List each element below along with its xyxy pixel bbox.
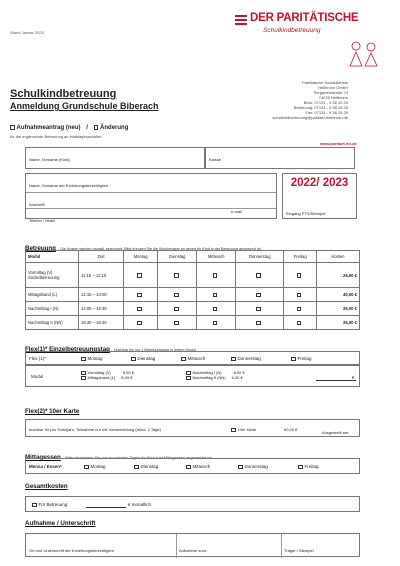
flex2-ausgestellt: Ausgestellt am: — [322, 430, 350, 435]
children-figures-icon — [346, 38, 382, 70]
header-modul: Modul — [26, 251, 79, 263]
day-checkbox[interactable] — [174, 307, 179, 312]
day-checkbox[interactable] — [134, 465, 139, 470]
item-checkbox[interactable] — [81, 376, 86, 381]
flex2-row — [25, 419, 360, 437]
stand-label: Stand Januar 2023 — [10, 30, 44, 35]
mittagessen-note: Bitte informieren Sie uns an welchen Tagen Ihr Kind zum Mittagessen angemeldet ist: — [65, 455, 213, 460]
gesamt-suffix: € monatlich — [128, 502, 152, 507]
mittagessen-heading: Mittagessen — [25, 454, 61, 461]
website-link[interactable]: www.paritaet-hn.de — [320, 141, 357, 146]
mensa-day-dienstag[interactable]: Dienstag — [134, 464, 158, 470]
flex1-total-field[interactable] — [316, 380, 356, 381]
logo-subtitle: Schulkindbetreuung — [263, 27, 321, 34]
header-kosten: Kosten — [317, 251, 360, 263]
day-checkbox[interactable] — [213, 293, 218, 298]
betreuung-heading: Betreuung — [25, 245, 56, 252]
day-checkbox[interactable] — [137, 307, 142, 312]
day-checkbox[interactable] — [291, 357, 296, 362]
flex1-modul-label: Modul — [31, 374, 44, 379]
header-dienstag: Dienstag — [158, 251, 197, 263]
flex1-heading: Flex(1)* Einzelbetreuungstag — [25, 346, 110, 353]
day-checkbox[interactable] — [181, 357, 186, 362]
gesamtkosten-heading: Gesamtkosten — [25, 483, 68, 490]
day-checkbox[interactable] — [213, 321, 218, 326]
kosten-cell: 26,00 € — [317, 263, 360, 288]
header-freitag: Freitag — [284, 251, 317, 263]
flex1-day-montag[interactable]: Montag — [81, 356, 103, 362]
header-mittwoch: Mittwoch — [197, 251, 236, 263]
table-header-row — [26, 251, 360, 263]
flex1-days-row — [25, 351, 360, 365]
zeit-cell: 12:15 – 14:00 — [79, 288, 124, 302]
aufnahme-checkbox[interactable] — [10, 125, 15, 130]
aufnahme-options: Aufnahmeantrag (neu) / Änderung — [10, 125, 128, 131]
header-donnerstag: Donnerstag — [236, 251, 284, 263]
flex1-modules-row — [25, 365, 360, 387]
gesamt-checkbox[interactable] — [32, 503, 37, 508]
aufnahme-note: für die ergänzende Betreuung an Halbtagesschulen — [10, 134, 102, 139]
page-subtitle: Anmeldung Grundschule Biberach — [10, 101, 159, 111]
ort-unterschrift-field[interactable]: Ort und Unterschrift der Erziehungsberechtigten — [26, 534, 177, 558]
day-checkbox[interactable] — [84, 465, 89, 470]
name-erziehungsberechtigte-field[interactable]: Name, Vorname der Erziehungsberechtigten — [26, 174, 276, 193]
mensa-day-donnerstag[interactable]: Donnerstag — [238, 464, 268, 470]
table-row — [26, 288, 360, 302]
betreuung-table — [25, 250, 360, 330]
flex1-item-mittagsband[interactable]: Mittagsband (L) 8,00 € — [81, 375, 134, 380]
flex1-item-nachmittag1[interactable]: Nachmittag I (N) 6,00 € — [186, 370, 245, 375]
mensa-day-mittwoch[interactable]: Mittwoch — [186, 464, 210, 470]
day-checkbox[interactable] — [297, 321, 302, 326]
day-checkbox[interactable] — [186, 465, 191, 470]
day-checkbox[interactable] — [174, 321, 179, 326]
day-checkbox[interactable] — [137, 293, 142, 298]
zeit-cell: 14:00 – 15:30 — [79, 302, 124, 316]
school-year: 2022/ 2023 — [290, 177, 349, 189]
day-checkbox[interactable] — [137, 273, 142, 278]
item-checkbox[interactable] — [186, 376, 191, 381]
day-checkbox[interactable] — [256, 293, 261, 298]
betreuung-note: Die Kosten werden monatl. berechnet. Bitte kreuzen Sie die Wochentage an denen Ihr Kind in der Betreuung anwesend ist. — [60, 247, 262, 251]
aenderung-checkbox[interactable] — [94, 125, 99, 130]
unterschrift-heading: Aufnahme / Unterschrift — [25, 520, 96, 527]
gesamt-amount-field[interactable] — [86, 507, 126, 508]
flex1-day-freitag[interactable]: Freitag — [291, 356, 312, 362]
zeit-cell: 15:30 – 16:30 — [79, 315, 124, 329]
gesamt-betreuung-option[interactable]: Für Betreuung — [32, 502, 67, 508]
org-address: Paritätische Sozialdienste Heilbronn GmbH Tiergartenstraße 74 74076 Heilbronn Büro: 07131 - 9 38 25 25 Betreuung: 07131 - 9 38 25 25 Fax: 07131 - 9 38 25 29 schulkindbetreuung@paritaet-heilbronn.de — [272, 80, 348, 120]
flex2-price: 60,00 € — [284, 427, 298, 432]
table-row — [26, 315, 360, 329]
day-checkbox[interactable] — [256, 273, 261, 278]
telefon-field[interactable]: Telefon / Mobil e-mail — [29, 209, 242, 223]
mensa-day-montag[interactable]: Montag — [84, 464, 106, 470]
flex1-day-donnerstag[interactable]: Donnerstag — [231, 356, 261, 362]
zeit-cell: 11:15 – 12:15 — [79, 263, 124, 288]
flex2-item[interactable]: 10er Karte — [231, 427, 256, 432]
day-checkbox[interactable] — [137, 321, 142, 326]
anschrift-field[interactable]: Anschrift — [26, 193, 276, 209]
mensa-day-freitag[interactable]: Freitag — [298, 464, 319, 470]
name-kind-field[interactable]: Name, Vorname (Kind) — [25, 147, 205, 169]
header-zeit: Zeit — [79, 251, 124, 263]
logo-mark-icon — [235, 14, 247, 26]
day-checkbox[interactable] — [297, 307, 302, 312]
day-checkbox[interactable] — [298, 465, 303, 470]
day-checkbox[interactable] — [231, 357, 236, 362]
day-checkbox[interactable] — [213, 307, 218, 312]
day-checkbox[interactable] — [297, 293, 302, 298]
modul-cell: Nachmittag I (N) — [26, 302, 79, 316]
item-checkbox[interactable] — [231, 428, 236, 433]
kosten-cell: 26,00 € — [317, 315, 360, 329]
day-checkbox[interactable] — [297, 273, 302, 278]
kosten-cell: 40,00 € — [317, 288, 360, 302]
flex1-label: Flex (1)* — [29, 356, 47, 361]
table-row — [26, 302, 360, 316]
modul-cell: Vormittag (V) Sockelbetreuung — [26, 263, 79, 288]
day-checkbox[interactable] — [81, 357, 86, 362]
mensa-label: Mensa / Essen* — [29, 464, 62, 469]
flex1-day-mittwoch[interactable]: Mittwoch — [181, 356, 205, 362]
header-montag: Montag — [124, 251, 158, 263]
day-checkbox[interactable] — [174, 273, 179, 278]
kosten-cell: 26,00 € — [317, 302, 360, 316]
email-label: e-mail — [231, 209, 242, 214]
flex1-euro: € — [352, 375, 355, 380]
day-checkbox[interactable] — [131, 357, 136, 362]
unterschrift-row — [25, 533, 360, 557]
flex1-item-nachmittag2[interactable]: Nachmittag II (NN) 6,00 € — [186, 375, 245, 380]
erziehungsberechtigte-block — [25, 173, 277, 223]
flex2-heading: Flex(2)* 10er Karte — [25, 408, 80, 415]
day-checkbox[interactable] — [256, 321, 261, 326]
flex1-note: buchbar für nur 1 Betreuungstag in jedem Modul — [114, 348, 196, 352]
logo-brand: DER PARITÄTISCHE — [250, 12, 359, 24]
flex1-item-vormittag[interactable]: Vormittag (V) 6,00 € — [81, 370, 134, 375]
flex2-note: buchbar für pro Schuljahr, Teilnahme nur mit Voranmeldung (mind. 2 Tage) — [29, 427, 161, 432]
day-checkbox[interactable] — [213, 273, 218, 278]
page-title: Schulkindbetreuung — [10, 88, 117, 100]
day-checkbox[interactable] — [238, 465, 243, 470]
modul-cell: Mittagsband (L) — [26, 288, 79, 302]
mittagessen-row — [25, 458, 360, 474]
table-row — [26, 263, 360, 288]
traeger-stempel-field[interactable]: Träger / Stempel — [284, 548, 314, 553]
day-checkbox[interactable] — [256, 307, 261, 312]
gesamtkosten-row — [25, 496, 360, 512]
klasse-field[interactable]: Klasse — [205, 147, 355, 169]
modul-cell: Nachmittag II (NN) — [26, 315, 79, 329]
day-checkbox[interactable] — [174, 293, 179, 298]
eingang-label: Eingang PTS/Stempel — [286, 211, 326, 216]
eingang-stamp-box — [282, 173, 357, 219]
aufnahme-datum-field[interactable]: Aufnahme zum: — [176, 534, 282, 558]
flex1-day-dienstag[interactable]: Dienstag — [131, 356, 155, 362]
